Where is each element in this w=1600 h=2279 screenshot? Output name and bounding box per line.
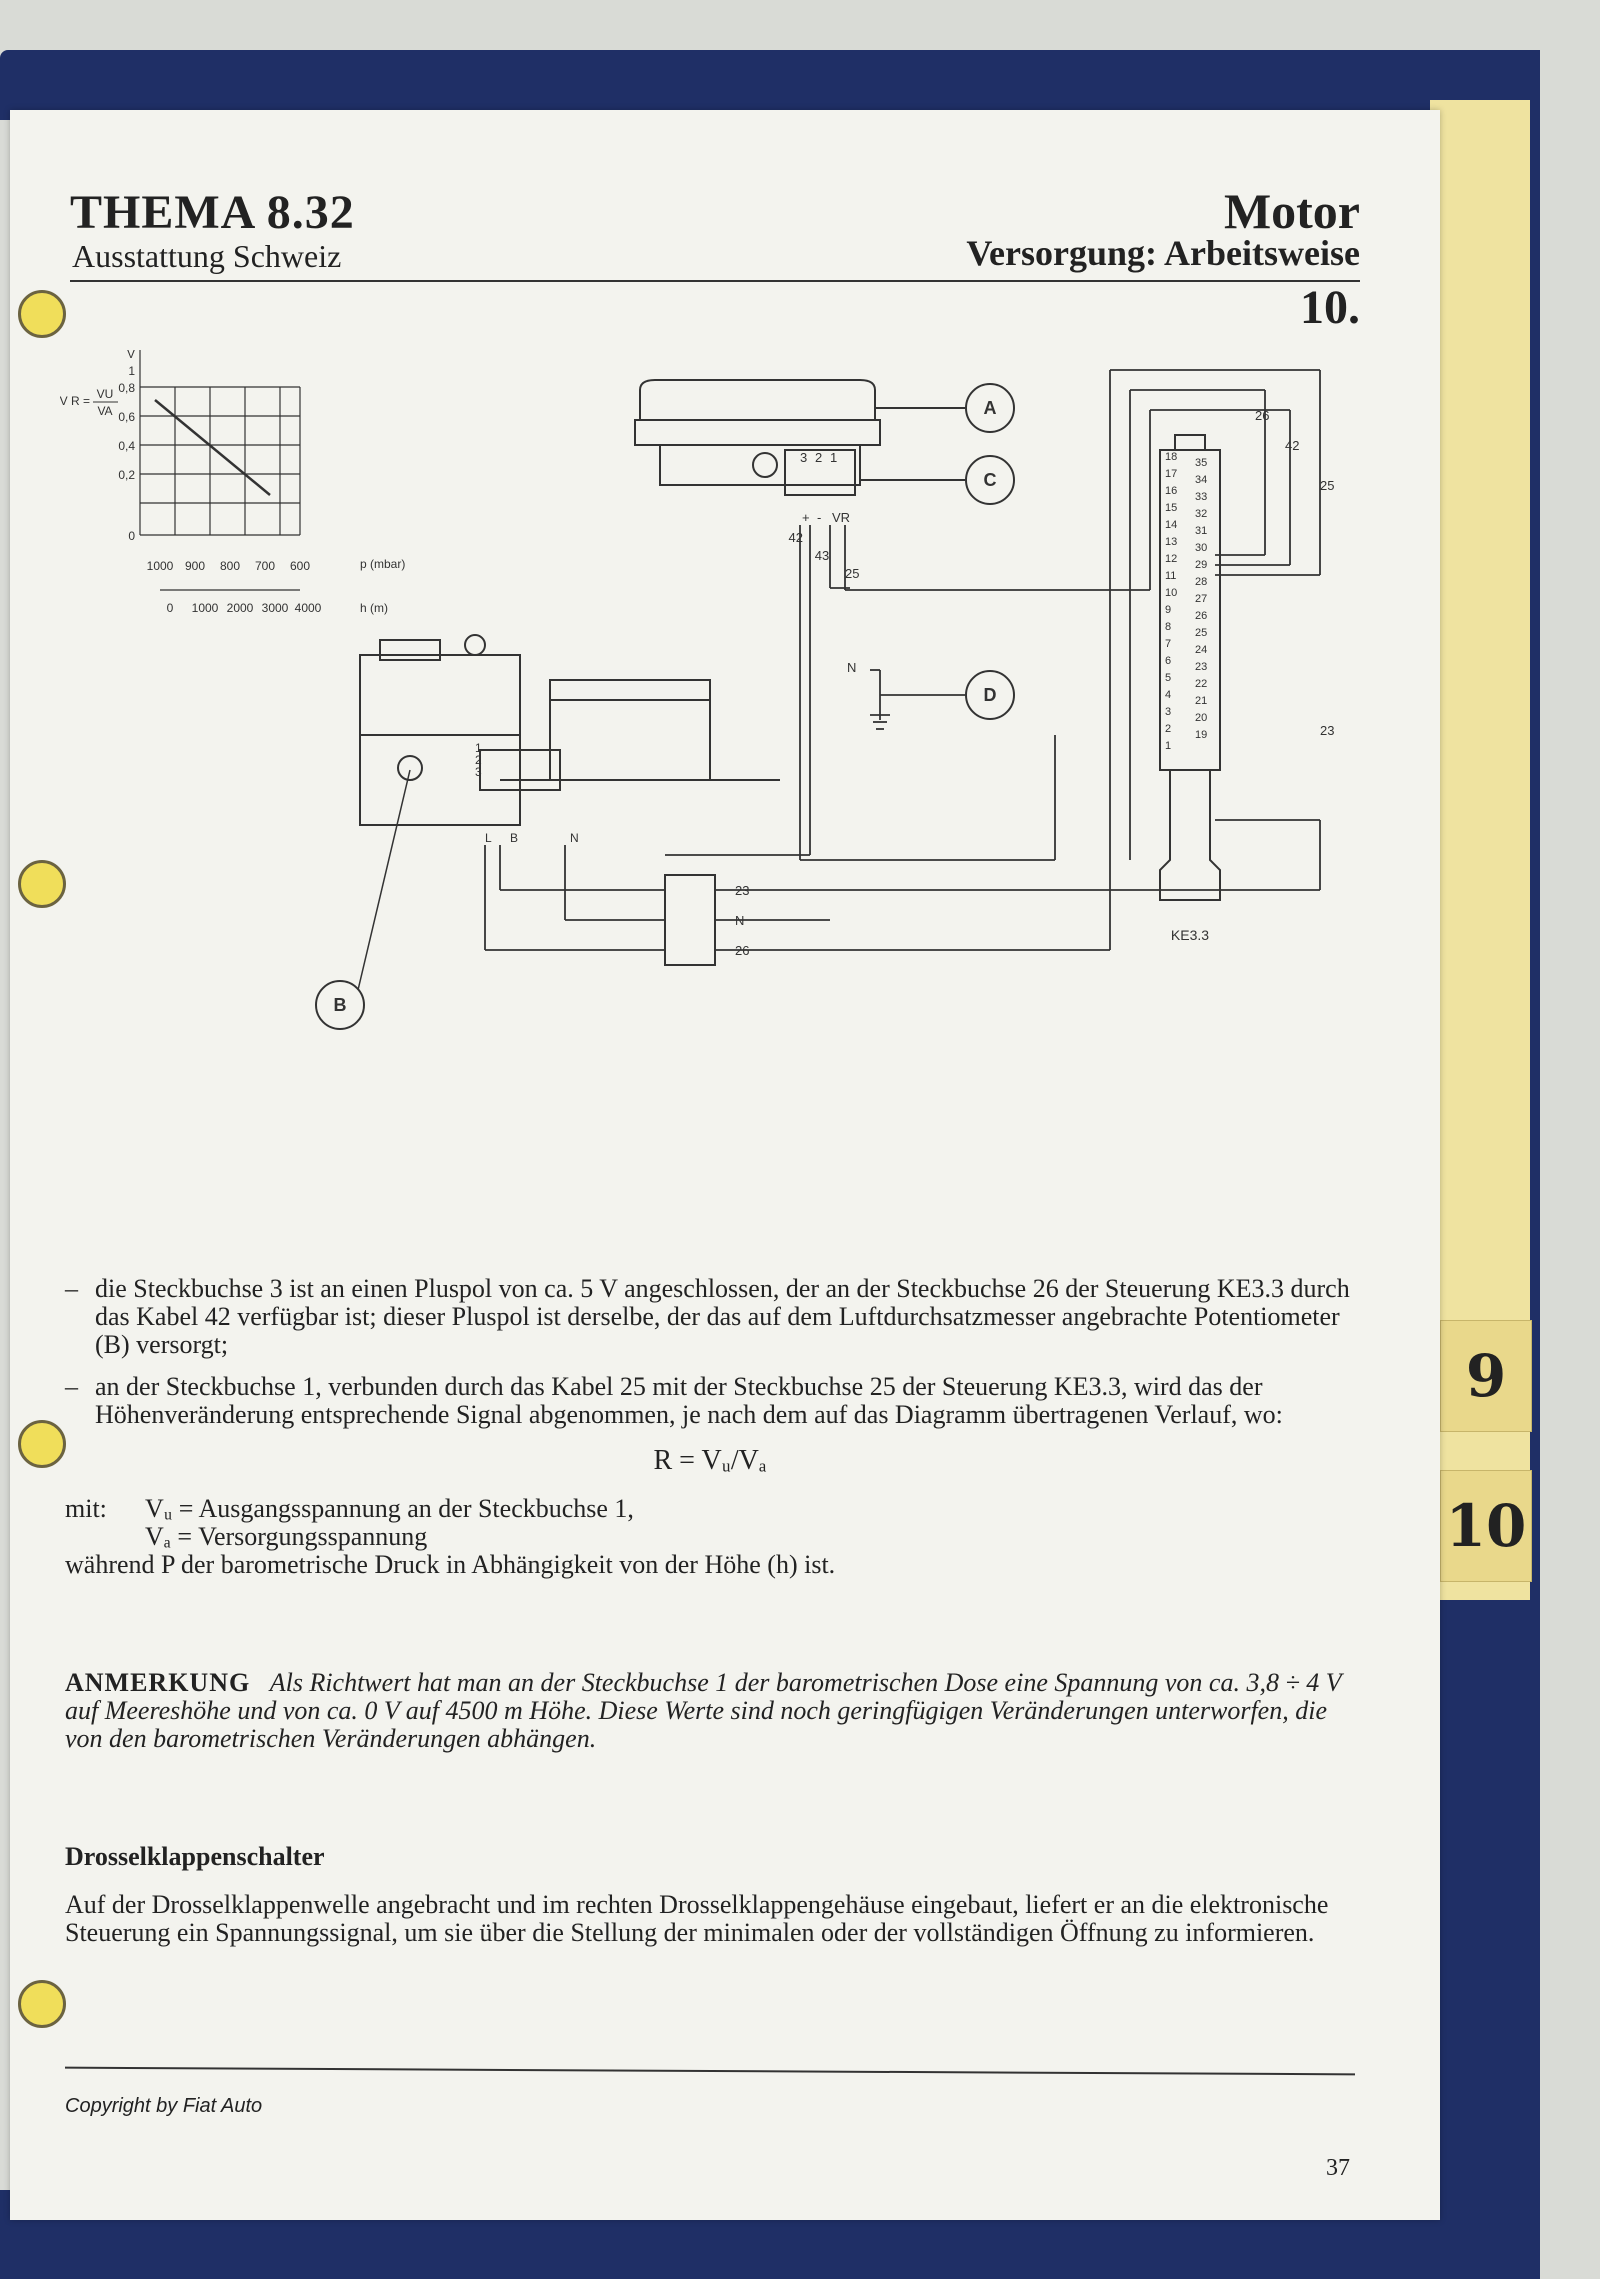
- ecu-pin-left: 12: [1165, 553, 1178, 565]
- switch-labels: [475, 741, 579, 845]
- document-page: [10, 110, 1440, 2220]
- ecu-pin-right: 19: [1195, 729, 1208, 741]
- svg-text:25: 25: [1320, 478, 1335, 493]
- svg-text:-: -: [817, 510, 822, 525]
- bullet-item: – an der Steckbuchse 1, verbunden durch das Kabel 25 mit der Steckbuchse 25 der Steuerung KE3.3, wird das der Höhenveränderung entsprechende Signal abgenommen, je nach dem auf das Diagramm übertragenen Verlauf, wo:: [65, 1373, 1355, 1429]
- p-tick: 900: [184, 559, 206, 573]
- pressure-note: während P der barometrische Druck in Abhängigkeit von der Höhe (h) ist.: [65, 1550, 836, 1579]
- svg-text:+: +: [802, 510, 810, 525]
- y-tick: 0: [128, 529, 135, 543]
- throttle-body: [360, 635, 780, 825]
- svg-text:A: A: [983, 398, 997, 418]
- svg-text:B: B: [333, 995, 347, 1015]
- svg-text:1: 1: [475, 741, 482, 755]
- ecu-pin-right: 23: [1195, 661, 1208, 673]
- svg-text:C: C: [983, 470, 997, 490]
- section-number: 10.: [1300, 281, 1360, 334]
- p-tick: 700: [254, 559, 276, 573]
- copyright: Copyright by Fiat Auto: [65, 2095, 263, 2117]
- svg-text:23: 23: [1320, 723, 1335, 738]
- ecu-pin-left: 1: [1165, 740, 1172, 752]
- svg-text:N: N: [570, 831, 579, 845]
- ecu-pin-left: 6: [1165, 655, 1172, 667]
- ecu-pin-left: 16: [1165, 485, 1178, 497]
- ecu-pin-left: 15: [1165, 502, 1178, 514]
- ecu-label: KE3.3: [1170, 927, 1210, 943]
- y-tick: 0,8: [118, 381, 135, 395]
- ecu-pin-right: 25: [1195, 627, 1208, 639]
- wiring-diagram: [60, 350, 1380, 1210]
- y-tick: 0,4: [118, 439, 135, 453]
- ecu-pin-left: 18: [1165, 451, 1178, 463]
- barometric-sensor: [635, 380, 965, 495]
- h-tick: 3000: [261, 601, 289, 615]
- ecu-pin-right: 20: [1195, 712, 1208, 724]
- punch-hole: [18, 290, 66, 338]
- svg-text:D: D: [983, 685, 997, 705]
- svg-text:VR: VR: [832, 510, 851, 525]
- punch-hole: [18, 860, 66, 908]
- body-text: [65, 1275, 1355, 1947]
- wire-43: 43: [814, 548, 830, 563]
- chapter-title: Motor: [1223, 183, 1360, 239]
- ecu-pin-right: 22: [1195, 678, 1208, 690]
- svg-text:L: L: [485, 831, 492, 845]
- p-tick: 1000: [146, 559, 174, 573]
- p-axis-label: p (mbar): [360, 557, 406, 571]
- ecu-pin-right: 35: [1195, 457, 1208, 469]
- h-axis-label: h (m): [360, 601, 388, 615]
- definition-vu: Vᵤ = Ausgangsspannung an der Steckbuchse 1,: [145, 1494, 634, 1523]
- ecu-pin-left: 3: [1165, 706, 1172, 718]
- wire-42: 42: [788, 530, 803, 545]
- vr-formula-den: VA: [97, 404, 113, 418]
- ecu-pin-right: 28: [1195, 576, 1208, 588]
- y-tick: 0,2: [118, 468, 135, 482]
- svg-text:3: 3: [475, 765, 482, 779]
- svg-text:2: 2: [475, 753, 482, 767]
- graph-labels: [60, 350, 405, 615]
- note-text: Als Richtwert hat man an der Steckbuchse 1 der barometrischen Dose eine Spannung von ca. 3,8 ÷ 4 V auf Meereshöhe und von ca. 0 V auf 4500 m Höhe. Diese Werte sind noch geringfügigen Veränderungen unterworfen, die von den barometrischen Veränderungen abhängen.: [65, 1668, 1342, 1753]
- page-number: 37: [1326, 2155, 1350, 2181]
- svg-text:B: B: [510, 831, 519, 845]
- svg-text:1: 1: [830, 450, 838, 465]
- ecu-pin-left: 10: [1165, 587, 1178, 599]
- wire-N: N: [847, 660, 857, 675]
- ecu-pin-right: 32: [1195, 508, 1208, 520]
- svg-text:26: 26: [1255, 408, 1270, 423]
- ecu-pin-right: 30: [1195, 542, 1208, 554]
- connector-block: [665, 875, 715, 965]
- ecu-pin-right: 21: [1195, 695, 1208, 707]
- vr-formula-num: VU: [96, 387, 114, 401]
- ecu-pin-left: 4: [1165, 689, 1172, 701]
- ecu-pin-left: 17: [1165, 468, 1178, 480]
- h-tick: 1000: [191, 601, 219, 615]
- formula: R = Vᵤ/Vₐ: [653, 1445, 767, 1476]
- section-paragraph: Auf der Drosselklappenwelle angebracht und im rechten Drosselklappengehäuse eingebaut, liefert er an die elektronische Steuerung ein Spannungssignal, um sie über die Stellung der minimalen oder der vollständigen Öffnung zu informieren.: [65, 1890, 1329, 1947]
- ecu-pin-right: 31: [1195, 525, 1208, 537]
- definition-va: Vₐ = Versorgungsspannung: [145, 1522, 428, 1551]
- p-tick: 600: [289, 559, 311, 573]
- tab-9[interactable]: 9: [1440, 1320, 1532, 1432]
- ecu-pin-right: 24: [1195, 644, 1208, 656]
- svg-text:2: 2: [815, 450, 823, 465]
- ecu-pin-right: 26: [1195, 610, 1208, 622]
- mit-definitions: [145, 1495, 634, 1551]
- y-tick: 1: [128, 364, 135, 378]
- y-tick: 0,6: [118, 410, 135, 424]
- tab-10[interactable]: 10: [1440, 1470, 1532, 1582]
- h-tick: 4000: [294, 601, 322, 615]
- vr-formula-left: V R =: [60, 394, 90, 408]
- voltage-graph: [140, 350, 300, 590]
- ecu-pin-right: 27: [1195, 593, 1208, 605]
- p-tick: 800: [219, 559, 241, 573]
- mit-row: [65, 1495, 1355, 1551]
- ecu-pin-left: 11: [1165, 570, 1177, 582]
- ecu-pin-left: 5: [1165, 672, 1172, 684]
- ecu-pin-right: 34: [1195, 474, 1208, 486]
- model-title: THEMA 8.32: [70, 186, 355, 239]
- ecu-pin-right: 33: [1195, 491, 1208, 503]
- svg-text:26: 26: [735, 943, 750, 958]
- svg-text:N: N: [735, 913, 745, 928]
- model-subtitle: Ausstattung Schweiz: [72, 238, 342, 274]
- note-block: [65, 1669, 1355, 1753]
- bullet-item: – die Steckbuchse 3 ist an einen Pluspol von ca. 5 V angeschlossen, der an der Steckbuchse 26 der Steuerung KE3.3 durch das Kabel 42 verfügbar ist; dieser Pluspol ist derselbe, der das auf dem Luftdurchsatzmesser angebrachte Potentiometer (B) versorgt;: [65, 1275, 1355, 1359]
- note-label: ANMERKUNG: [65, 1668, 251, 1697]
- ecu-pin-left: 7: [1165, 638, 1172, 650]
- y-unit: V: [126, 350, 135, 361]
- wire-25: 25: [845, 566, 860, 581]
- header-rule: [70, 280, 1360, 282]
- punch-hole: [18, 1420, 66, 1468]
- ecu-pin-left: 13: [1165, 536, 1178, 548]
- ecu-pin-left: 9: [1165, 604, 1172, 616]
- ecu-wire-labels: [1255, 408, 1334, 738]
- ecu-pins: [1165, 451, 1207, 752]
- h-tick: 2000: [226, 601, 254, 615]
- svg-text:23: 23: [735, 883, 750, 898]
- ecu-pin-left: 8: [1165, 621, 1172, 633]
- footer-rule: [65, 2067, 1355, 2076]
- chapter-subtitle: Versorgung: Arbeitsweise: [966, 233, 1360, 273]
- punch-hole: [18, 1980, 66, 2028]
- svg-text:3: 3: [800, 450, 808, 465]
- ecu-pin-left: 14: [1165, 519, 1178, 531]
- h-tick: 0: [166, 601, 174, 615]
- ecu-pin-left: 2: [1165, 723, 1172, 735]
- ecu-pin-right: 29: [1195, 559, 1208, 571]
- mit-label: mit:: [65, 1494, 107, 1523]
- section-heading: Drosselklappenschalter: [65, 1842, 325, 1871]
- svg-text:42: 42: [1285, 438, 1300, 453]
